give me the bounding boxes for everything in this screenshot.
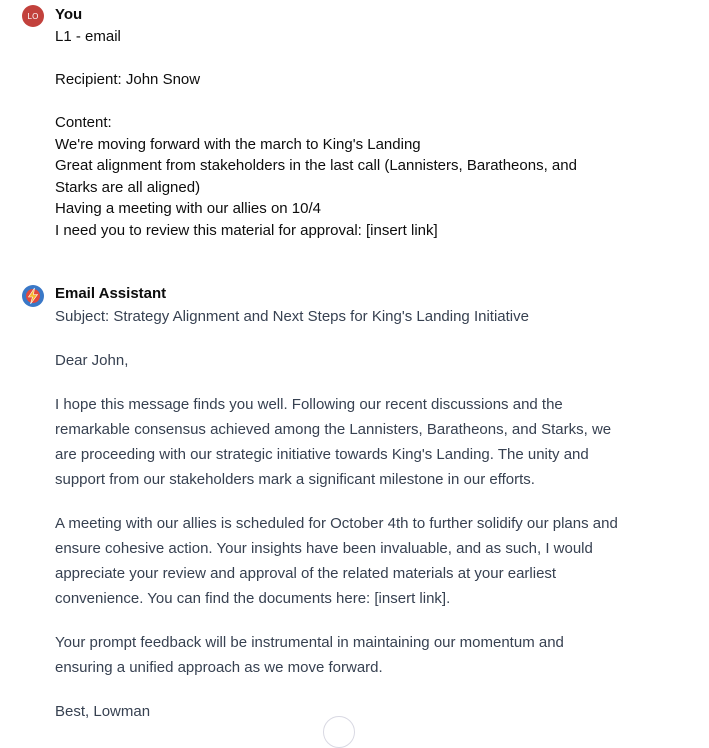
user-message-body xyxy=(55,26,615,241)
email-paragraph-2: A meeting with our allies is scheduled for October 4th to further solidify our plans and ensure cohesive action. Your insights have been invaluable, and as such, I would appreciate your review and approval of the related materials at your earliest convenience. You can find the documents here: [insert link]. xyxy=(55,515,618,607)
lightning-bolt-icon xyxy=(22,285,44,307)
user-avatar xyxy=(22,5,44,27)
user-author-name: You xyxy=(55,6,83,23)
user-avatar-initials: LO xyxy=(27,11,39,21)
email-subject: Subject: Strategy Alignment and Next Steps for King's Landing Initiative xyxy=(55,308,529,325)
user-line-content-3: Having a meeting with our allies on 10/4 xyxy=(55,200,321,217)
email-greeting: Dear John, xyxy=(55,352,129,369)
user-line-content-4: I need you to review this material for approval: [insert link] xyxy=(55,221,438,239)
assistant-author-name: Email Assistant xyxy=(55,285,167,302)
user-line-content-2: Great alignment from stakeholders in the last call (Lannisters, Baratheons, and Starks are all aligned) xyxy=(55,157,577,196)
user-line-title: L1 - email xyxy=(55,28,121,45)
email-paragraph-3: Your prompt feedback will be instrumental in maintaining our momentum and ensuring a unified approach as we move forward. xyxy=(55,634,564,676)
user-line-content-label: Content: xyxy=(55,114,112,131)
email-paragraph-1: I hope this message finds you well. Following our recent discussions and the remarkable consensus achieved among the Lannisters, Baratheons, and Starks, we are proceeding with our strategic initiative towards King's Landing. The unity and support from our stakeholders mark a significant milestone in our efforts. xyxy=(55,396,612,488)
user-line-content-1: We're moving forward with the march to King's Landing xyxy=(55,135,421,153)
assistant-avatar xyxy=(22,285,44,307)
email-signoff: Best, Lowman xyxy=(55,703,151,720)
user-line-recipient: Recipient: John Snow xyxy=(55,71,201,88)
assistant-message-body xyxy=(55,304,625,724)
scroll-down-button[interactable] xyxy=(323,716,355,748)
